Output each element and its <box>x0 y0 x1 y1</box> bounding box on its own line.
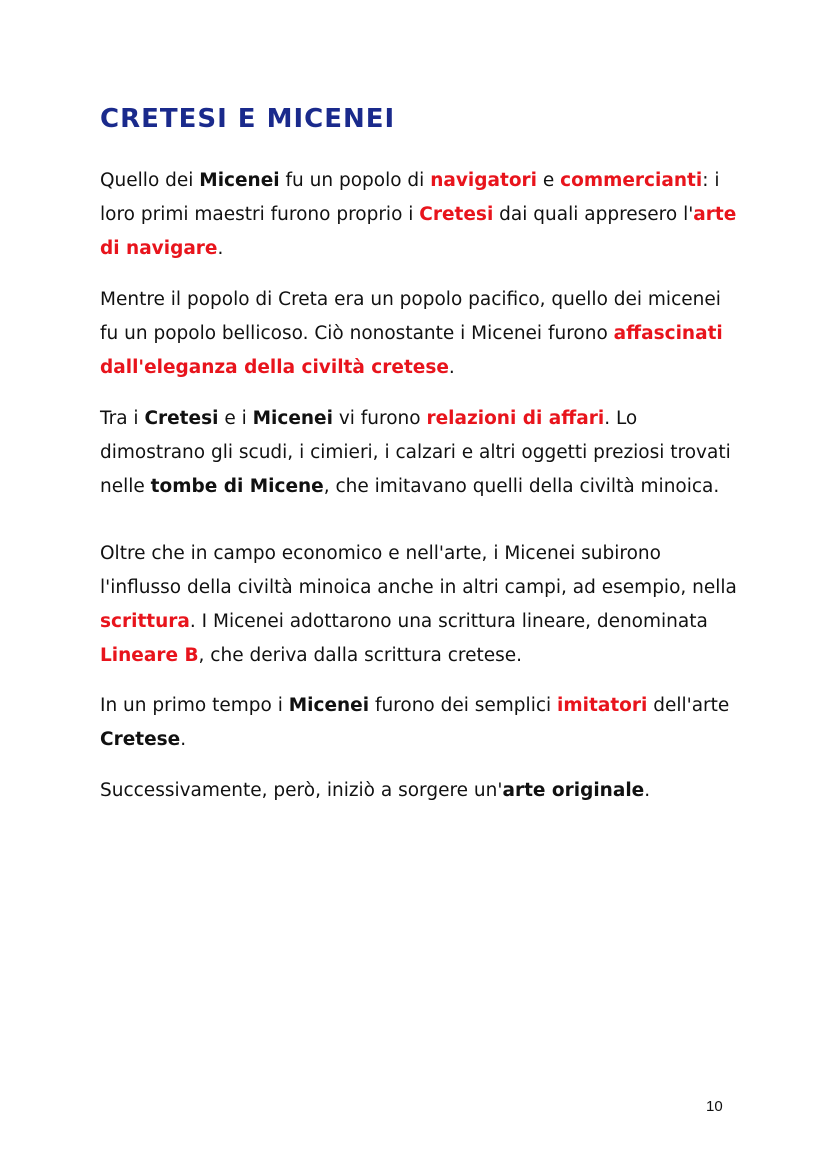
bold-text: Cretesi <box>144 408 219 429</box>
highlighted-term: scrittura <box>100 611 190 632</box>
body-text: fu un popolo di <box>279 170 431 191</box>
bold-text: arte originale <box>502 780 645 801</box>
body-text: , che deriva dalla scrittura cretese. <box>198 645 522 666</box>
body-text: In un primo tempo i <box>100 695 289 716</box>
paragraph-6 <box>100 774 740 808</box>
body-text: Quello dei <box>100 170 200 191</box>
body-text: , che imitavano quelli della civiltà minoica. <box>323 476 720 497</box>
bold-text: Micenei <box>252 408 333 429</box>
body-text: Successivamente, però, iniziò a sorgere un' <box>100 780 503 801</box>
paragraph-5 <box>100 689 740 757</box>
body-text: Mentre il popolo di Creta era un popolo pacifico, quello dei micenei fu un popolo bellicoso. Ciò nonostante i Micenei furono <box>100 289 721 344</box>
paragraph-3 <box>100 402 740 504</box>
highlighted-term: arte di navigare <box>100 204 737 259</box>
body-text: : i loro primi maestri furono proprio i <box>100 170 720 225</box>
highlighted-term: affascinati dall'eleganza della civiltà cretese <box>100 323 723 378</box>
body-text: vi furono <box>332 408 427 429</box>
bold-text: tombe di Micene <box>150 476 324 497</box>
body-text: Oltre che in campo economico e nell'arte, i Micenei subirono l'influsso della civiltà minoica anche in altri campi, ad esempio, nella <box>100 543 737 598</box>
highlighted-term: imitatori <box>557 695 648 716</box>
paragraph-4 <box>100 537 740 673</box>
bold-text: Cretese <box>100 729 181 750</box>
highlighted-term: commercianti <box>560 170 703 191</box>
bold-text: Micenei <box>288 695 370 716</box>
body-text: dai quali appresero l' <box>493 204 694 225</box>
body-text: . Lo dimostrano gli scudi, i cimieri, i calzari e altri oggetti preziosi trovati nelle <box>100 408 731 497</box>
bold-text: Micenei <box>199 170 280 191</box>
body-text: . I Micenei adottarono una scrittura lineare, denominata <box>189 611 708 632</box>
body-text: e i <box>218 408 253 429</box>
body-text: . <box>448 357 455 378</box>
body-text: . <box>644 780 651 801</box>
body-text: . <box>180 729 187 750</box>
highlighted-term: Cretesi <box>419 204 494 225</box>
body-text: dell'arte <box>647 695 730 716</box>
highlighted-term: Lineare B <box>100 645 199 666</box>
highlighted-term: navigatori <box>430 170 537 191</box>
highlighted-term: relazioni di affari <box>426 408 605 429</box>
body-text: furono dei semplici <box>369 695 558 716</box>
paragraph-1 <box>100 164 740 266</box>
paragraph-2 <box>100 283 740 385</box>
body-text: Tra i <box>100 408 145 429</box>
body-text: e <box>537 170 561 191</box>
body-text: . <box>217 238 224 259</box>
page-title: CRETESI E MICENEI <box>100 104 396 134</box>
page-number: 10 <box>706 1098 723 1115</box>
